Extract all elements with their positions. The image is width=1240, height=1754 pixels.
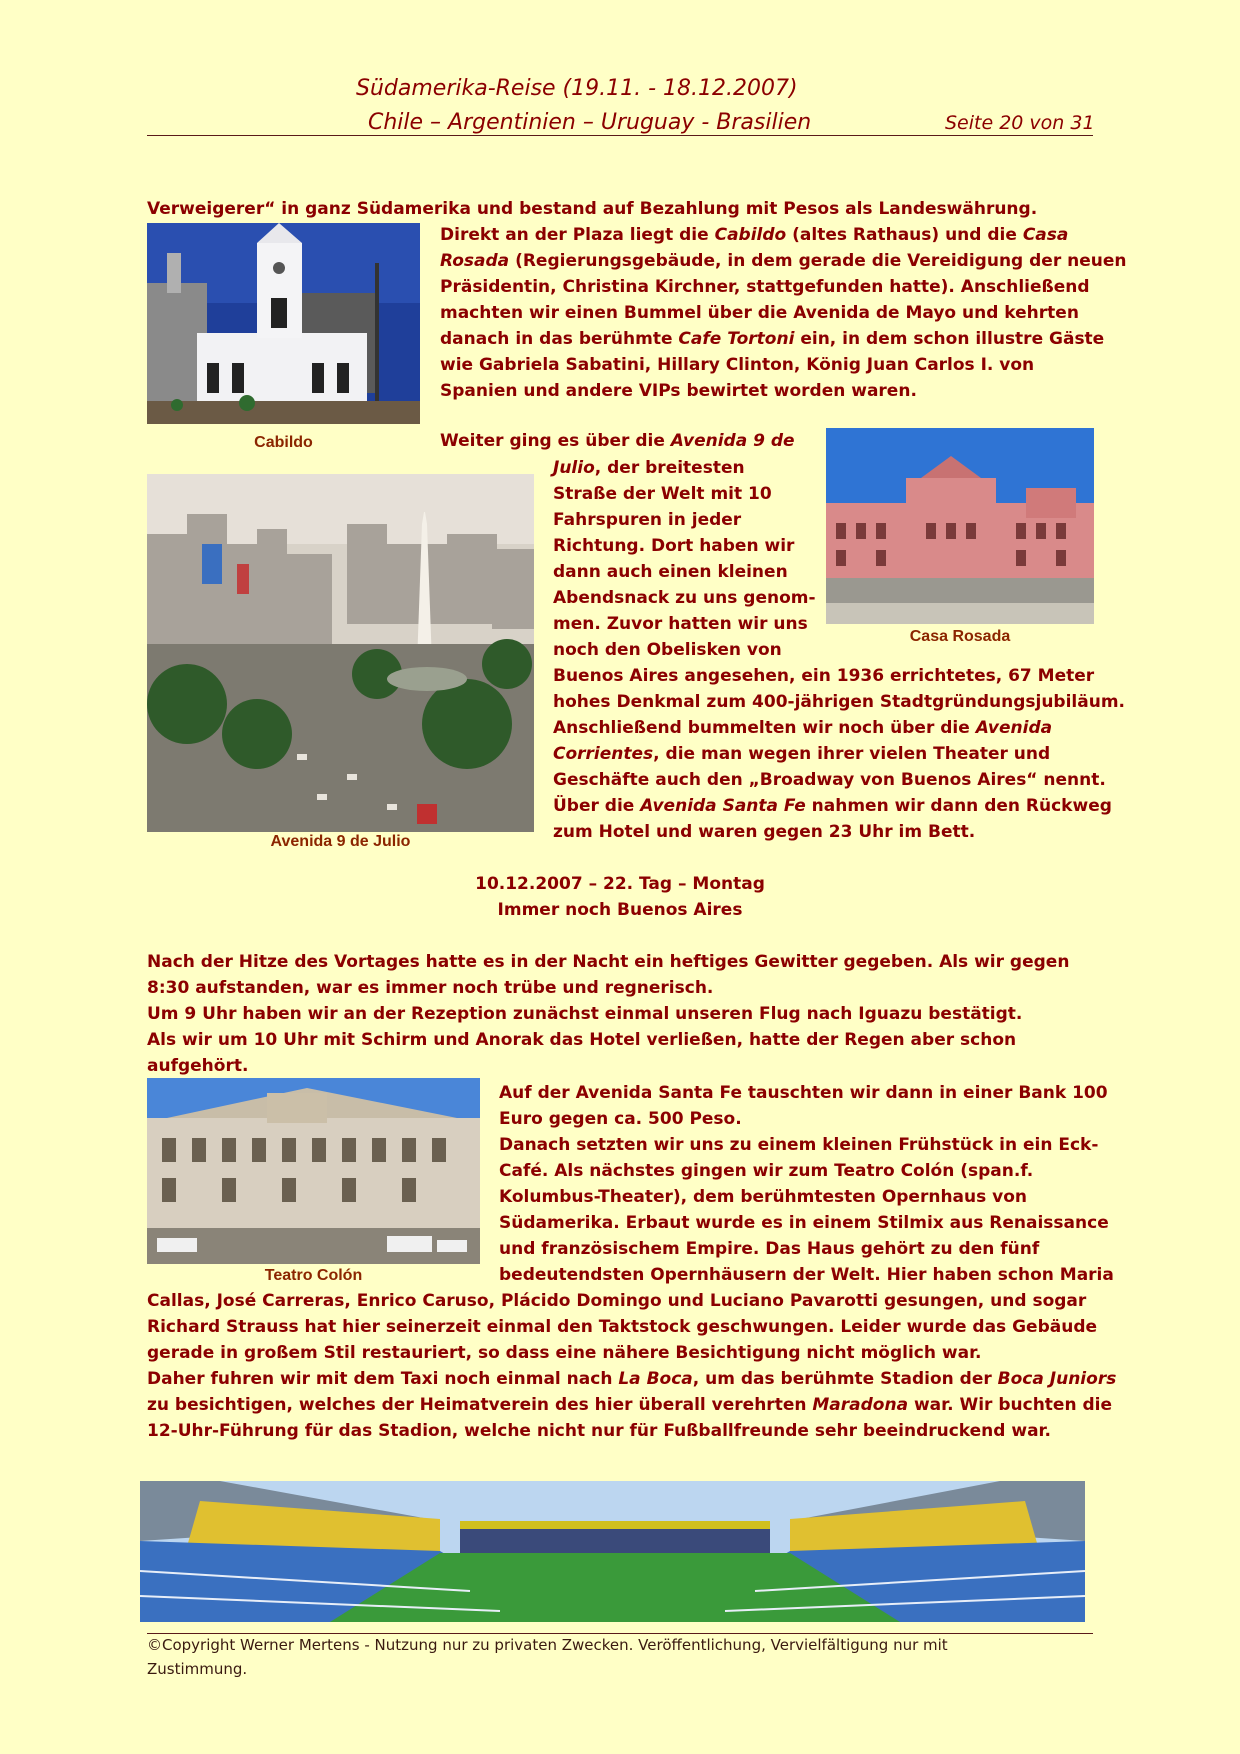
p2-line: hohes Denkmal zum 400-jährigen Stadtgründungsjubiläum. [553, 692, 1125, 712]
p2-line: dann auch einen kleinen [553, 562, 788, 582]
p2-line: Corrientes, die man wegen ihrer vielen Theater und [553, 744, 1051, 764]
p3-line: Nach der Hitze des Vortages hatte es in der Nacht ein heftiges Gewitter gegeben. Als wir gegen [147, 952, 1070, 972]
p2-line: Julio, der breitesten [553, 458, 745, 478]
p4-line: Café. Als nächstes gingen wir zum Teatro Colón (span.f. [499, 1161, 1034, 1181]
p2-line: Geschäfte auch den „Broadway von Buenos Aires“ nennt. [553, 770, 1106, 790]
p3-line: 8:30 aufstanden, war es immer noch trübe und regnerisch. [147, 978, 714, 998]
p4-line: 12-Uhr-Führung für das Stadion, welche nicht nur für Fußballfreunde sehr beeindruckend war. [147, 1421, 1051, 1441]
p4-line: Euro gegen ca. 500 Peso. [499, 1109, 742, 1129]
document-subtitle: Chile – Argentinien – Uruguay - Brasilien [368, 110, 812, 135]
p2-line: Weiter ging es über die Avenida 9 de [440, 431, 795, 451]
casa-rosada-caption: Casa Rosada [909, 628, 1011, 645]
p2-line: zum Hotel und waren gegen 23 Uhr im Bett. [553, 822, 976, 842]
day-subheading: Immer noch Buenos Aires [497, 900, 743, 920]
day-heading: 10.12.2007 – 22. Tag – Montag [475, 874, 765, 894]
cabildo-photo [147, 223, 420, 424]
p3-line: Als wir um 10 Uhr mit Schirm und Anorak das Hotel verließen, hatte der Regen aber schon [147, 1030, 1017, 1050]
p2-line: Anschließend bummelten wir noch über die Avenida [553, 718, 1053, 738]
p1-line: danach in das berühmte Cafe Tortoni ein, in dem schon illustre Gäste [440, 329, 1105, 349]
p1-line: Präsidentin, Christina Kirchner, stattgefunden hatte). Anschließend [440, 277, 1090, 297]
p2-line: Über die Avenida Santa Fe nahmen wir dann den Rückweg [553, 796, 1112, 816]
page-number: Seite 20 von 31 [945, 112, 1095, 134]
p2-line: Abendsnack zu uns genom- [553, 588, 816, 608]
document-title: Südamerika-Reise (19.11. - 18.12.2007) [356, 76, 798, 101]
p4-line: Callas, José Carreras, Enrico Caruso, Plácido Domingo und Luciano Pavarotti gesungen, und sogar [147, 1291, 1087, 1311]
p4-line: Daher fuhren wir mit dem Taxi noch einmal nach La Boca, um das berühmte Stadion der Boca Juniors [147, 1369, 1117, 1389]
intro-line: Verweigerer“ in ganz Südamerika und bestand auf Bezahlung mit Pesos als Landeswährung. [147, 199, 1038, 219]
avenida-photo [147, 474, 534, 832]
p2-line: Buenos Aires angesehen, ein 1936 errichtetes, 67 Meter [553, 666, 1095, 686]
p2-line: men. Zuvor hatten wir uns [553, 614, 808, 634]
cabildo-caption: Cabildo [254, 434, 313, 451]
p4-line: Danach setzten wir uns zu einem kleinen Frühstück in ein Eck- [499, 1135, 1099, 1155]
p4-line: Auf der Avenida Santa Fe tauschten wir dann in einer Bank 100 [499, 1083, 1108, 1103]
p4-line: und französischem Empire. Das Haus gehört zu den fünf [499, 1239, 1040, 1259]
p2-line: Straße der Welt mit 10 [553, 484, 772, 504]
p4-line: Richard Strauss hat hier seinerzeit einmal den Taktstock geschwungen. Leider wurde das Gebäude [147, 1317, 1098, 1337]
p2-line: noch den Obelisken von [553, 640, 782, 660]
p4-line: Südamerika. Erbaut wurde es in einem Stilmix aus Renaissance [499, 1213, 1109, 1233]
stadium-panorama-photo [140, 1481, 1085, 1622]
p2-line: Fahrspuren in jeder [553, 510, 742, 530]
footer-copyright-line2: Zustimmung. [147, 1660, 248, 1678]
avenida-caption: Avenida 9 de Julio [270, 833, 411, 850]
p1-line: Rosada (Regierungsgebäude, in dem gerade die Vereidigung der neuen [440, 251, 1127, 271]
casa-rosada-photo [826, 428, 1094, 624]
p3-line: Um 9 Uhr haben wir an der Rezeption zunächst einmal unseren Flug nach Iguazu bestätigt. [147, 1004, 1023, 1024]
p1-line: wie Gabriela Sabatini, Hillary Clinton, König Juan Carlos I. von [440, 355, 1035, 375]
p1-line: machten wir einen Bummel über die Avenida de Mayo und kehrten [440, 303, 1079, 323]
p1-line: Direkt an der Plaza liegt die Cabildo (altes Rathaus) und die Casa [440, 225, 1069, 245]
p4-line: bedeutendsten Opernhäusern der Welt. Hier haben schon Maria [499, 1265, 1114, 1285]
p2-line: Richtung. Dort haben wir [553, 536, 795, 556]
footer-copyright: ©Copyright Werner Mertens - Nutzung nur zu privaten Zwecken. Veröffentlichung, Vervielfältigung nur mit [147, 1636, 948, 1654]
teatro-colon-photo [147, 1078, 480, 1264]
p1-line: Spanien und andere VIPs bewirtet worden waren. [440, 381, 917, 401]
p4-line: Kolumbus-Theater), dem berühmtesten Opernhaus von [499, 1187, 1028, 1207]
p3-line: aufgehört. [147, 1056, 249, 1076]
teatro-colon-caption: Teatro Colón [264, 1267, 363, 1284]
header-rule [147, 135, 1093, 136]
p4-line: gerade in großem Stil restauriert, so dass eine nähere Besichtigung nicht möglich war. [147, 1343, 982, 1363]
p4-line: zu besichtigen, welches der Heimatverein des hier überall verehrten Maradona war. Wir buchten die [147, 1395, 1113, 1415]
